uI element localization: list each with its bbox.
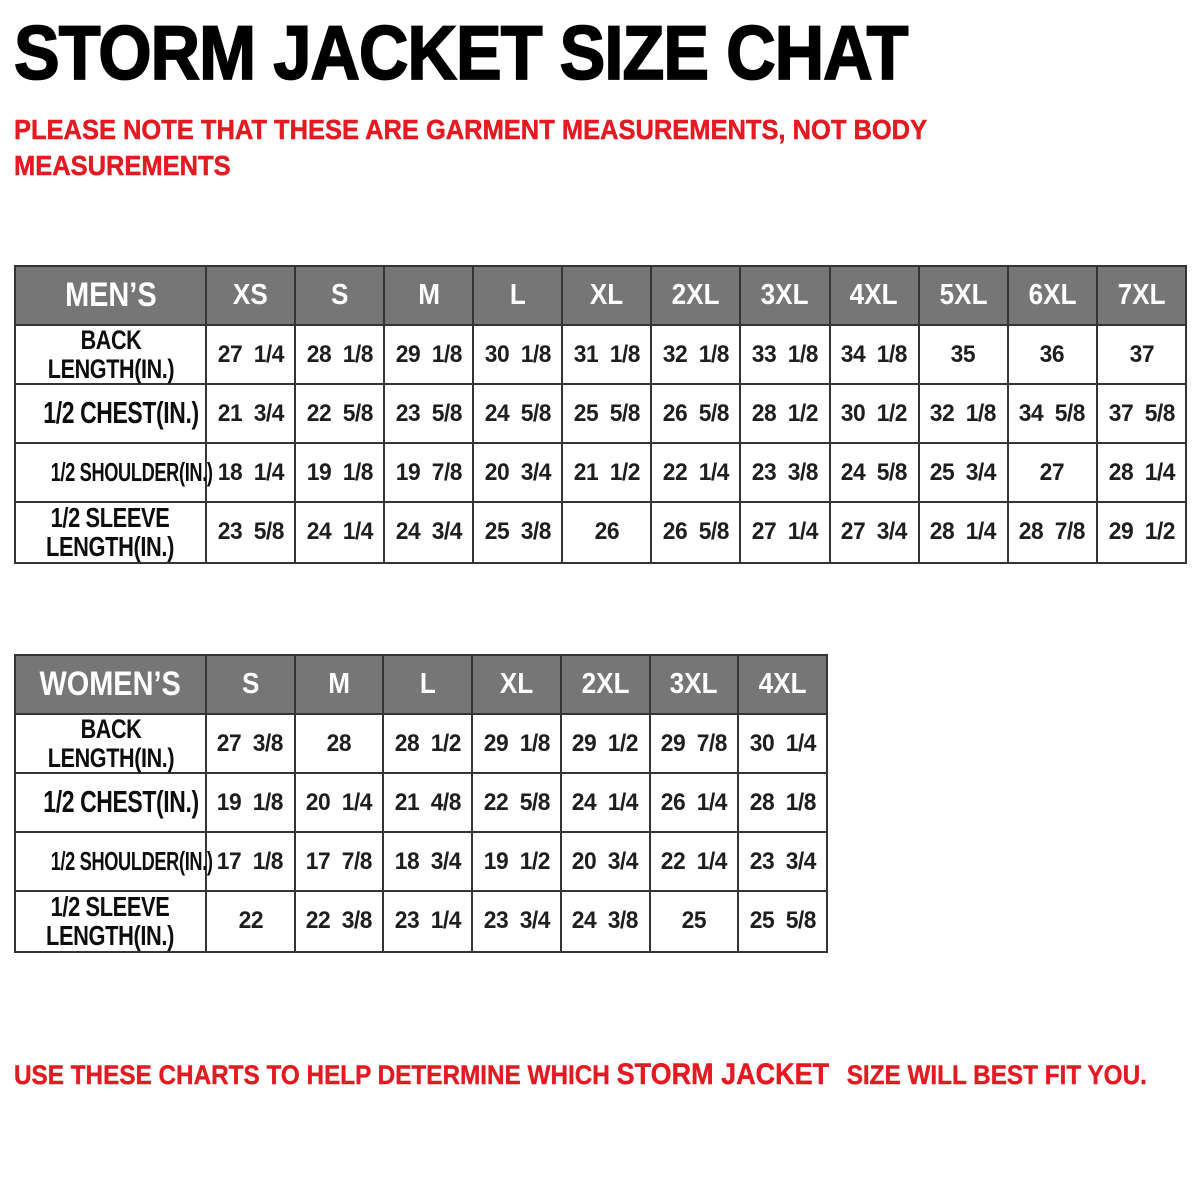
size-column-header-3xl: 3XL: [650, 655, 739, 714]
size-column-header-2xl: 2XL: [651, 266, 740, 325]
fit-guidance-note: [14, 1058, 1147, 1091]
women-measurement-row: [15, 891, 827, 952]
measurement-value: 33 1/8: [740, 325, 829, 384]
measurement-value: 22 5/8: [472, 773, 561, 832]
men-measurement-row: [15, 384, 1186, 443]
measurement-value: 27 1/4: [206, 325, 295, 384]
measurement-value: 30 1/4: [738, 714, 827, 773]
measurement-value: 25 3/8: [473, 502, 562, 563]
measurement-value: 26 1/4: [650, 773, 739, 832]
measurement-value: 19 1/8: [295, 443, 384, 502]
measurement-value: 26 5/8: [651, 384, 740, 443]
women-measurement-row: [15, 714, 827, 773]
measurement-value: 37: [1097, 325, 1186, 384]
size-column-header-2xl: 2XL: [561, 655, 650, 714]
measurement-value: 24 1/4: [561, 773, 650, 832]
measurement-value: 28 1/8: [295, 325, 384, 384]
size-column-header-6xl: 6XL: [1008, 266, 1097, 325]
measurement-value: 25 3/4: [919, 443, 1008, 502]
measurement-value: 26 5/8: [651, 502, 740, 563]
size-column-header-xl: XL: [472, 655, 561, 714]
measurement-value: 30 1/2: [830, 384, 919, 443]
men-header-row: [15, 266, 1186, 325]
women-measurement-row: [15, 832, 827, 891]
measurement-value: 23 5/8: [384, 384, 473, 443]
measurement-value: 19 1/2: [472, 832, 561, 891]
size-column-header-s: S: [206, 655, 295, 714]
measurement-value: 23 5/8: [206, 502, 295, 563]
measurement-value: 32 1/8: [651, 325, 740, 384]
measurement-row-label: 1/2 SLEEVE LENGTH(IN.): [15, 891, 206, 952]
mens-size-table: [14, 265, 1187, 564]
size-column-header-3xl: 3XL: [740, 266, 829, 325]
measurement-value: 20 1/4: [295, 773, 384, 832]
measurement-value: 18 1/4: [206, 443, 295, 502]
size-column-header-5xl: 5XL: [919, 266, 1008, 325]
measurement-value: 34 5/8: [1008, 384, 1097, 443]
page-title: STORM JACKET SIZE CHAT: [14, 11, 908, 96]
measurement-value: 20 3/4: [473, 443, 562, 502]
measurement-row-label: 1/2 SHOULDER(IN.): [15, 832, 206, 891]
size-column-header-4xl: 4XL: [830, 266, 919, 325]
measurement-value: 21 4/8: [383, 773, 472, 832]
measurement-value: 19 7/8: [384, 443, 473, 502]
fit-note-suffix: SIZE WILL BEST FIT YOU.: [846, 1060, 1147, 1090]
men-measurement-row: [15, 443, 1186, 502]
measurement-value: 19 1/8: [206, 773, 295, 832]
size-column-header-xl: XL: [562, 266, 651, 325]
measurement-value: 22 1/4: [650, 832, 739, 891]
measurement-value: 30 1/8: [473, 325, 562, 384]
men-measurement-row: [15, 502, 1186, 563]
measurement-value: 22 3/8: [295, 891, 384, 952]
measurement-value: 24 3/4: [384, 502, 473, 563]
garment-measurement-note: PLEASE NOTE THAT THESE ARE GARMENT MEASUREMENTS, NOT BODY MEASUREMENTS: [14, 114, 927, 182]
measurement-value: 37 5/8: [1097, 384, 1186, 443]
measurement-value: 24 1/4: [295, 502, 384, 563]
measurement-value: 18 3/4: [383, 832, 472, 891]
measurement-value: 24 5/8: [473, 384, 562, 443]
measurement-value: 29 1/8: [384, 325, 473, 384]
measurement-value: 23 1/4: [383, 891, 472, 952]
measurement-value: 17 1/8: [206, 832, 295, 891]
measurement-value: 22 5/8: [295, 384, 384, 443]
measurement-value: 27 1/4: [740, 502, 829, 563]
measurement-value: 21 1/2: [562, 443, 651, 502]
size-column-header-m: M: [384, 266, 473, 325]
size-column-header-l: L: [473, 266, 562, 325]
measurement-value: 34 1/8: [830, 325, 919, 384]
measurement-value: 36: [1008, 325, 1097, 384]
measurement-value: 23 3/4: [472, 891, 561, 952]
measurement-value: 23 3/4: [738, 832, 827, 891]
measurement-value: 21 3/4: [206, 384, 295, 443]
measurement-value: 35: [919, 325, 1008, 384]
measurement-value: 25 5/8: [562, 384, 651, 443]
size-column-header-7xl: 7XL: [1097, 266, 1186, 325]
measurement-value: 29 1/2: [1097, 502, 1186, 563]
measurement-value: 20 3/4: [561, 832, 650, 891]
measurement-value: 28 1/4: [1097, 443, 1186, 502]
measurement-value: 24 3/8: [561, 891, 650, 952]
fit-note-prefix: USE THESE CHARTS TO HELP DETERMINE WHICH: [14, 1060, 610, 1090]
measurement-value: 28 1/8: [738, 773, 827, 832]
measurement-value: 25 5/8: [738, 891, 827, 952]
measurement-value: 27 3/4: [830, 502, 919, 563]
measurement-value: 17 7/8: [295, 832, 384, 891]
measurement-row-label: 1/2 SLEEVE LENGTH(IN.): [15, 502, 206, 563]
measurement-value: 24 5/8: [830, 443, 919, 502]
measurement-value: 23 3/8: [740, 443, 829, 502]
measurement-value: 28 1/4: [919, 502, 1008, 563]
measurement-row-label: BACK LENGTH(IN.): [15, 714, 206, 773]
measurement-value: 27: [1008, 443, 1097, 502]
measurement-row-label: 1/2 CHEST(IN.): [15, 773, 206, 832]
measurement-value: 29 7/8: [650, 714, 739, 773]
size-column-header-m: M: [295, 655, 384, 714]
size-column-header-xs: XS: [206, 266, 295, 325]
size-column-header-4xl: 4XL: [738, 655, 827, 714]
measurement-value: 22: [206, 891, 295, 952]
men-measurement-row: [15, 325, 1186, 384]
men-group-label: MEN’S: [15, 266, 206, 325]
measurement-value: 27 3/8: [206, 714, 295, 773]
measurement-value: 26: [562, 502, 651, 563]
measurement-row-label: 1/2 SHOULDER(IN.): [15, 443, 206, 502]
women-header-row: [15, 655, 827, 714]
measurement-value: 28: [295, 714, 384, 773]
measurement-value: 25: [650, 891, 739, 952]
women-measurement-row: [15, 773, 827, 832]
measurement-value: 28 1/2: [383, 714, 472, 773]
measurement-value: 22 1/4: [651, 443, 740, 502]
size-column-header-s: S: [295, 266, 384, 325]
measurement-row-label: BACK LENGTH(IN.): [15, 325, 206, 384]
fit-note-brand: STORM JACKET: [616, 1058, 830, 1091]
measurement-value: 29 1/8: [472, 714, 561, 773]
women-group-label: WOMEN’S: [15, 655, 206, 714]
size-column-header-l: L: [383, 655, 472, 714]
measurement-row-label: 1/2 CHEST(IN.): [15, 384, 206, 443]
womens-size-table: [14, 654, 828, 953]
measurement-value: 32 1/8: [919, 384, 1008, 443]
measurement-value: 29 1/2: [561, 714, 650, 773]
measurement-value: 28 1/2: [740, 384, 829, 443]
measurement-value: 31 1/8: [562, 325, 651, 384]
measurement-value: 28 7/8: [1008, 502, 1097, 563]
